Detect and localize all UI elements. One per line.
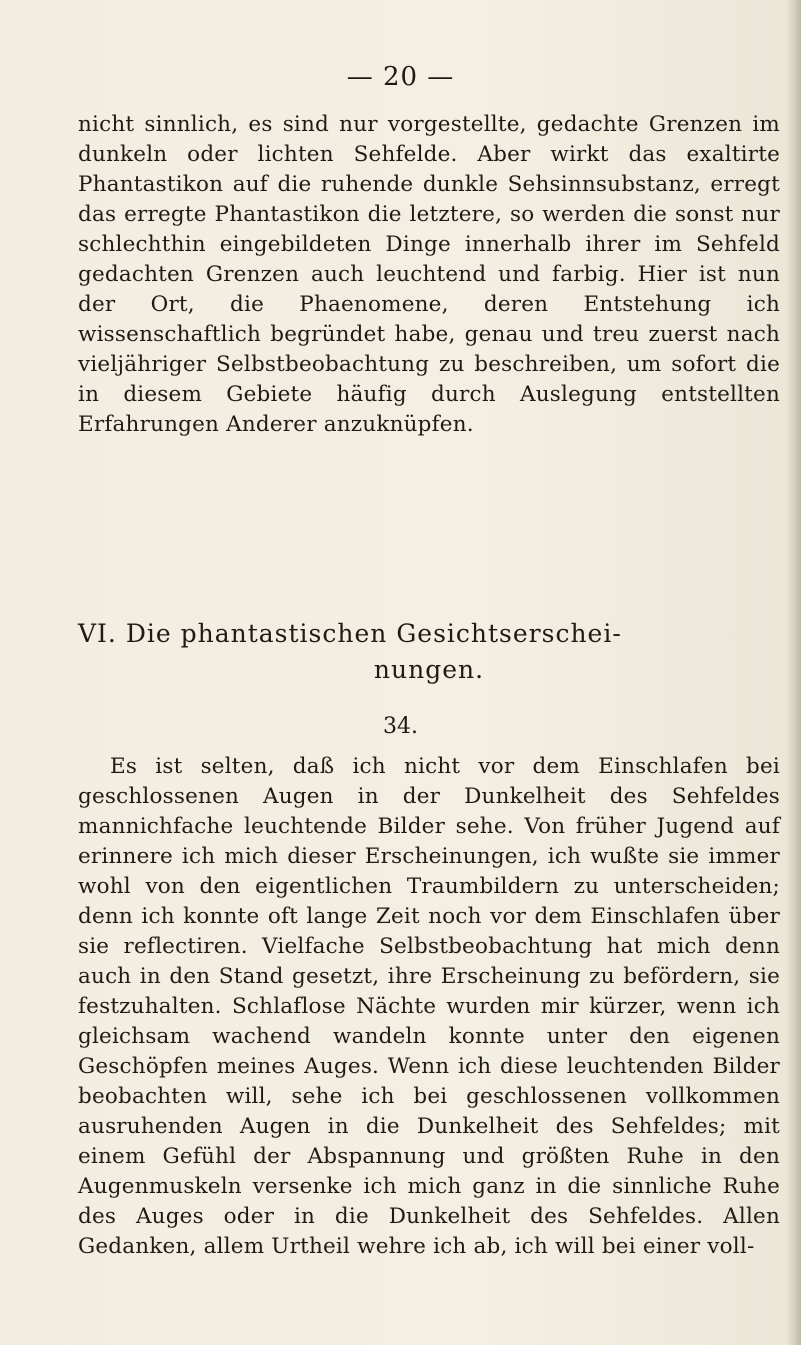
paragraph-main: Es ist selten, daß ich nicht vor dem Einschlafen bei geschlossenen Augen in der Dunkelheit des Sehfeldes mannichfache leuchtende Bilder sehe. Von früher Jugend auf erinnere ich mich dieser Erscheinungen, ich wußte sie immer wohl von den eigentlichen Traumbildern zu unterscheiden; denn ich konnte oft lange Zeit noch vor dem Einschlafen über sie reflectiren. Vielfache Selbstbeobachtung hat mich denn auch in den Stand gesetzt, ihre Erscheinung zu befördern, sie festzuhalten. Schlaflose Nächte wurden mir kürzer, wenn ich gleichsam wachend wandeln konnte unter den eigenen Geschöpfen meines Auges. Wenn ich diese leuchtenden Bilder beobachten will, sehe ich bei geschlossenen vollkommen ausruhenden Augen in die Dunkelheit des Sehfeldes; mit einem Gefühl der Abspannung und größten Ruhe in den Augenmuskeln versenke ich mich ganz in die sinnliche Ruhe des Auges oder in die Dunkelheit des Sehfeldes. Allen Gedanken, allem Urtheil wehre ich ab, ich will bei einer voll- xyxy=(78,754,780,1259)
page-number: — 20 — xyxy=(346,62,455,92)
section-number: 34. xyxy=(383,714,418,739)
section-heading xyxy=(78,616,780,688)
section-heading-line-1: VI. Die phantastischen Gesichtserschei- xyxy=(78,619,622,648)
page-edge-shadow xyxy=(787,0,801,1345)
paragraph-continuation: nicht sinnlich, es sind nur vorgestellte, gedachte Grenzen im dunkeln oder lichten Sehfelde. Aber wirkt das exaltirte Phantastikon auf die ruhende dunkle Sehsinnsubstanz, erregt das erregte Phantastikon die letztere, so werden die sonst nur schlechthin eingebildeten Dinge innerhalb ihrer im Sehfeld gedachten Grenzen auch leuchtend und farbig. Hier ist nun der Ort, die Phaenomene, deren Entstehung ich wissenschaftlich begründet habe, genau und treu zuerst nach vieljähriger Selbstbeobachtung zu beschreiben, um sofort die in diesem Gebiete häufig durch Auslegung entstellten Erfahrungen Anderer anzuknüpfen. xyxy=(78,112,780,437)
section-heading-line-2: nungen. xyxy=(373,655,485,684)
